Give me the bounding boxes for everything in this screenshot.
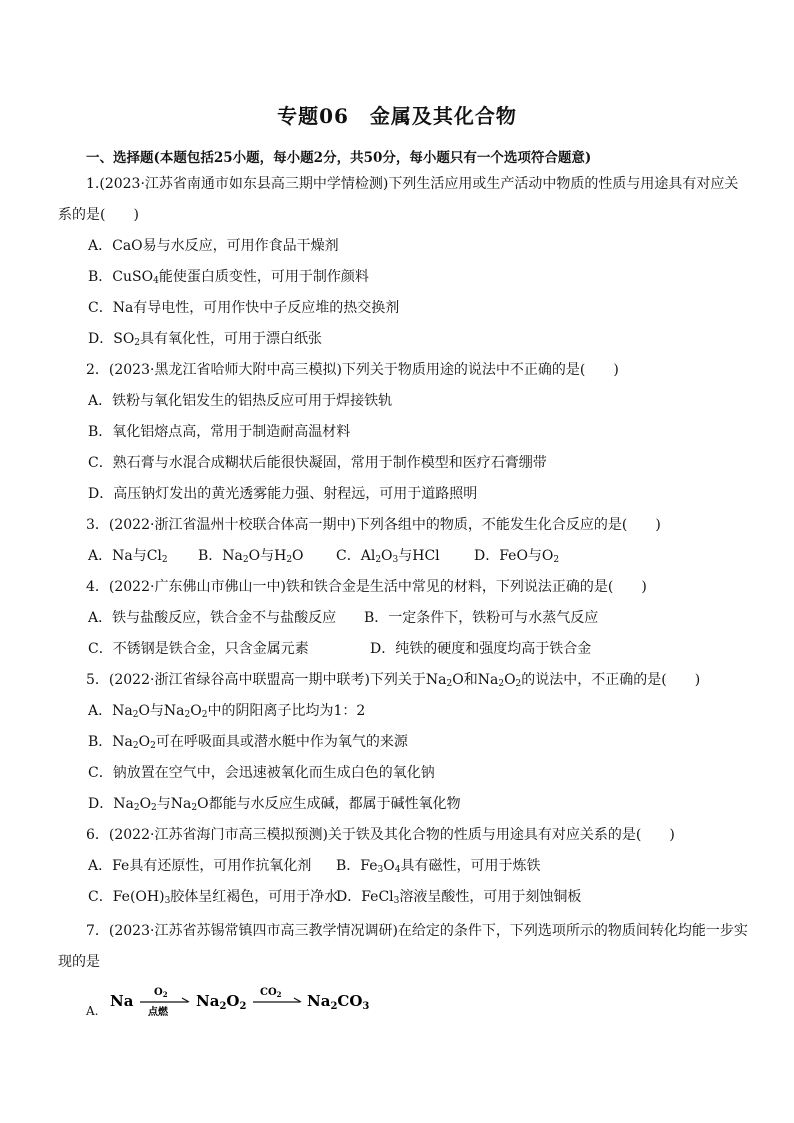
question-5-stem: 5．(2022·浙江省绿谷高中联盟高一期中联考)下列关于$Na_2O$和$Na_2O_2$的说法中，不正确的是( ) [86,672,701,689]
reaction-species-1: Na [110,992,134,1010]
question-6-option-c: C．$Fe(OH)_3$胶体呈红褐色，可用于净水 [88,889,339,906]
question-3-option-a: A．Na与$Cl_2$ [88,548,168,565]
question-4-option-a: A．铁与盐酸反应，铁合金不与盐酸反应 [88,610,337,626]
question-3-option-c: C．$Al_2O_3$与HCl [336,548,440,565]
question-7-option-a-reaction [110,982,410,1022]
question-5-option-a: A．$Na_2O$与$Na_2O_2$中的阴阳离子比均为1：2 [88,703,366,720]
question-5-option-d: D．$Na_2O_2$与$Na_2O$都能与水反应生成碱，都属于碱性氧化物 [88,796,461,813]
reaction-condition-2-top: $CO_2$ [260,987,282,999]
question-1-stem: 1.(2023·江苏省南通市如东县高三期中学情检测)下列生活应用或生产活动中物质的性质与用途具有对应关 [86,176,739,192]
question-6-stem: 6．(2022·江苏省海门市高三模拟预测)关于铁及其化合物的性质与用途具有对应关系的是( ) [86,827,675,843]
reaction-species-3: $Na_2CO_3$ [307,992,370,1012]
reaction-condition-1-bottom: 点燃 [148,1007,168,1018]
section-heading: 一、选择题(本题包括25小题，每小题2分，共50分，每小题只有一个选项符合题意) [86,150,592,166]
reaction-condition-1-top: $O_2$ [154,987,168,999]
question-4-option-b: B．一定条件下，铁粉可与水蒸气反应 [364,610,599,626]
question-2-stem: 2．(2023·黑龙江省哈师大附中高三模拟)下列关于物质用途的说法中不正确的是( ) [86,362,619,378]
question-4-stem: 4．(2022·广东佛山市佛山一中)铁和铁合金是生活中常见的材料，下列说法正确的是( ) [86,579,647,595]
question-6-option-d: D．FeCl$_3$溶液呈酸性，可用于刻蚀铜板 [336,889,582,906]
page-title: 专题06 金属及其化合物 [277,104,517,128]
question-7-stem-cont: 现的是 [58,954,100,970]
question-2-option-d: D．高压钠灯发出的黄光透雾能力强、射程远，可用于道路照明 [88,486,478,502]
question-1-option-c: C．Na有导电性，可用作快中子反应堆的热交换剂 [88,300,400,316]
question-4-option-d: D．纯铁的硬度和强度均高于铁合金 [370,641,592,657]
question-1-option-d: D．$SO_2$具有氧化性，可用于漂白纸张 [88,331,323,348]
question-3-stem: 3．(2022·浙江省温州十校联合体高一期中)下列各组中的物质，不能发生化合反应的是( ) [86,517,661,533]
question-5-option-c: C．钠放置在空气中，会迅速被氧化而生成白色的氧化钠 [88,765,435,781]
question-7-option-a-label: A. [86,1004,99,1018]
question-6-option-b: B．$Fe_3O_4$具有磁性，可用于炼铁 [336,858,541,875]
question-7-stem: 7．(2023·江苏省苏锡常镇四市高三教学情况调研)在给定的条件下，下列选项所示的物质间转化均能一步实 [86,923,748,939]
question-1-option-b: B．CuSO$_4$能使蛋白质变性，可用于制作颜料 [88,269,369,286]
question-1-option-a: A．CaO易与水反应，可用作食品干燥剂 [88,238,339,254]
question-4-option-c: C．不锈钢是铁合金，只含金属元素 [88,641,309,657]
question-2-option-b: B．氧化铝熔点高，常用于制造耐高温材料 [88,424,351,440]
question-5-option-b: B．$Na_2O_2$可在呼吸面具或潜水艇中作为氧气的来源 [88,734,408,751]
question-2-option-a: A．铁粉与氧化铝发生的铝热反应可用于焊接铁轨 [88,393,393,409]
question-3-option-b: B．$Na_2O$与$H_2O$ [198,548,304,565]
question-3-option-d: D．FeO与$O_2$ [474,548,560,565]
reaction-scheme [110,982,380,1022]
question-1-stem-cont: 系的是( ) [58,207,139,223]
question-2-option-c: C．熟石膏与水混合成糊状后能很快凝固，常用于制作模型和医疗石膏绷带 [88,455,547,471]
question-6-option-a: A．Fe具有还原性，可用作抗氧化剂 [88,858,312,874]
reaction-species-2: $Na_2O_2$ [196,992,247,1012]
